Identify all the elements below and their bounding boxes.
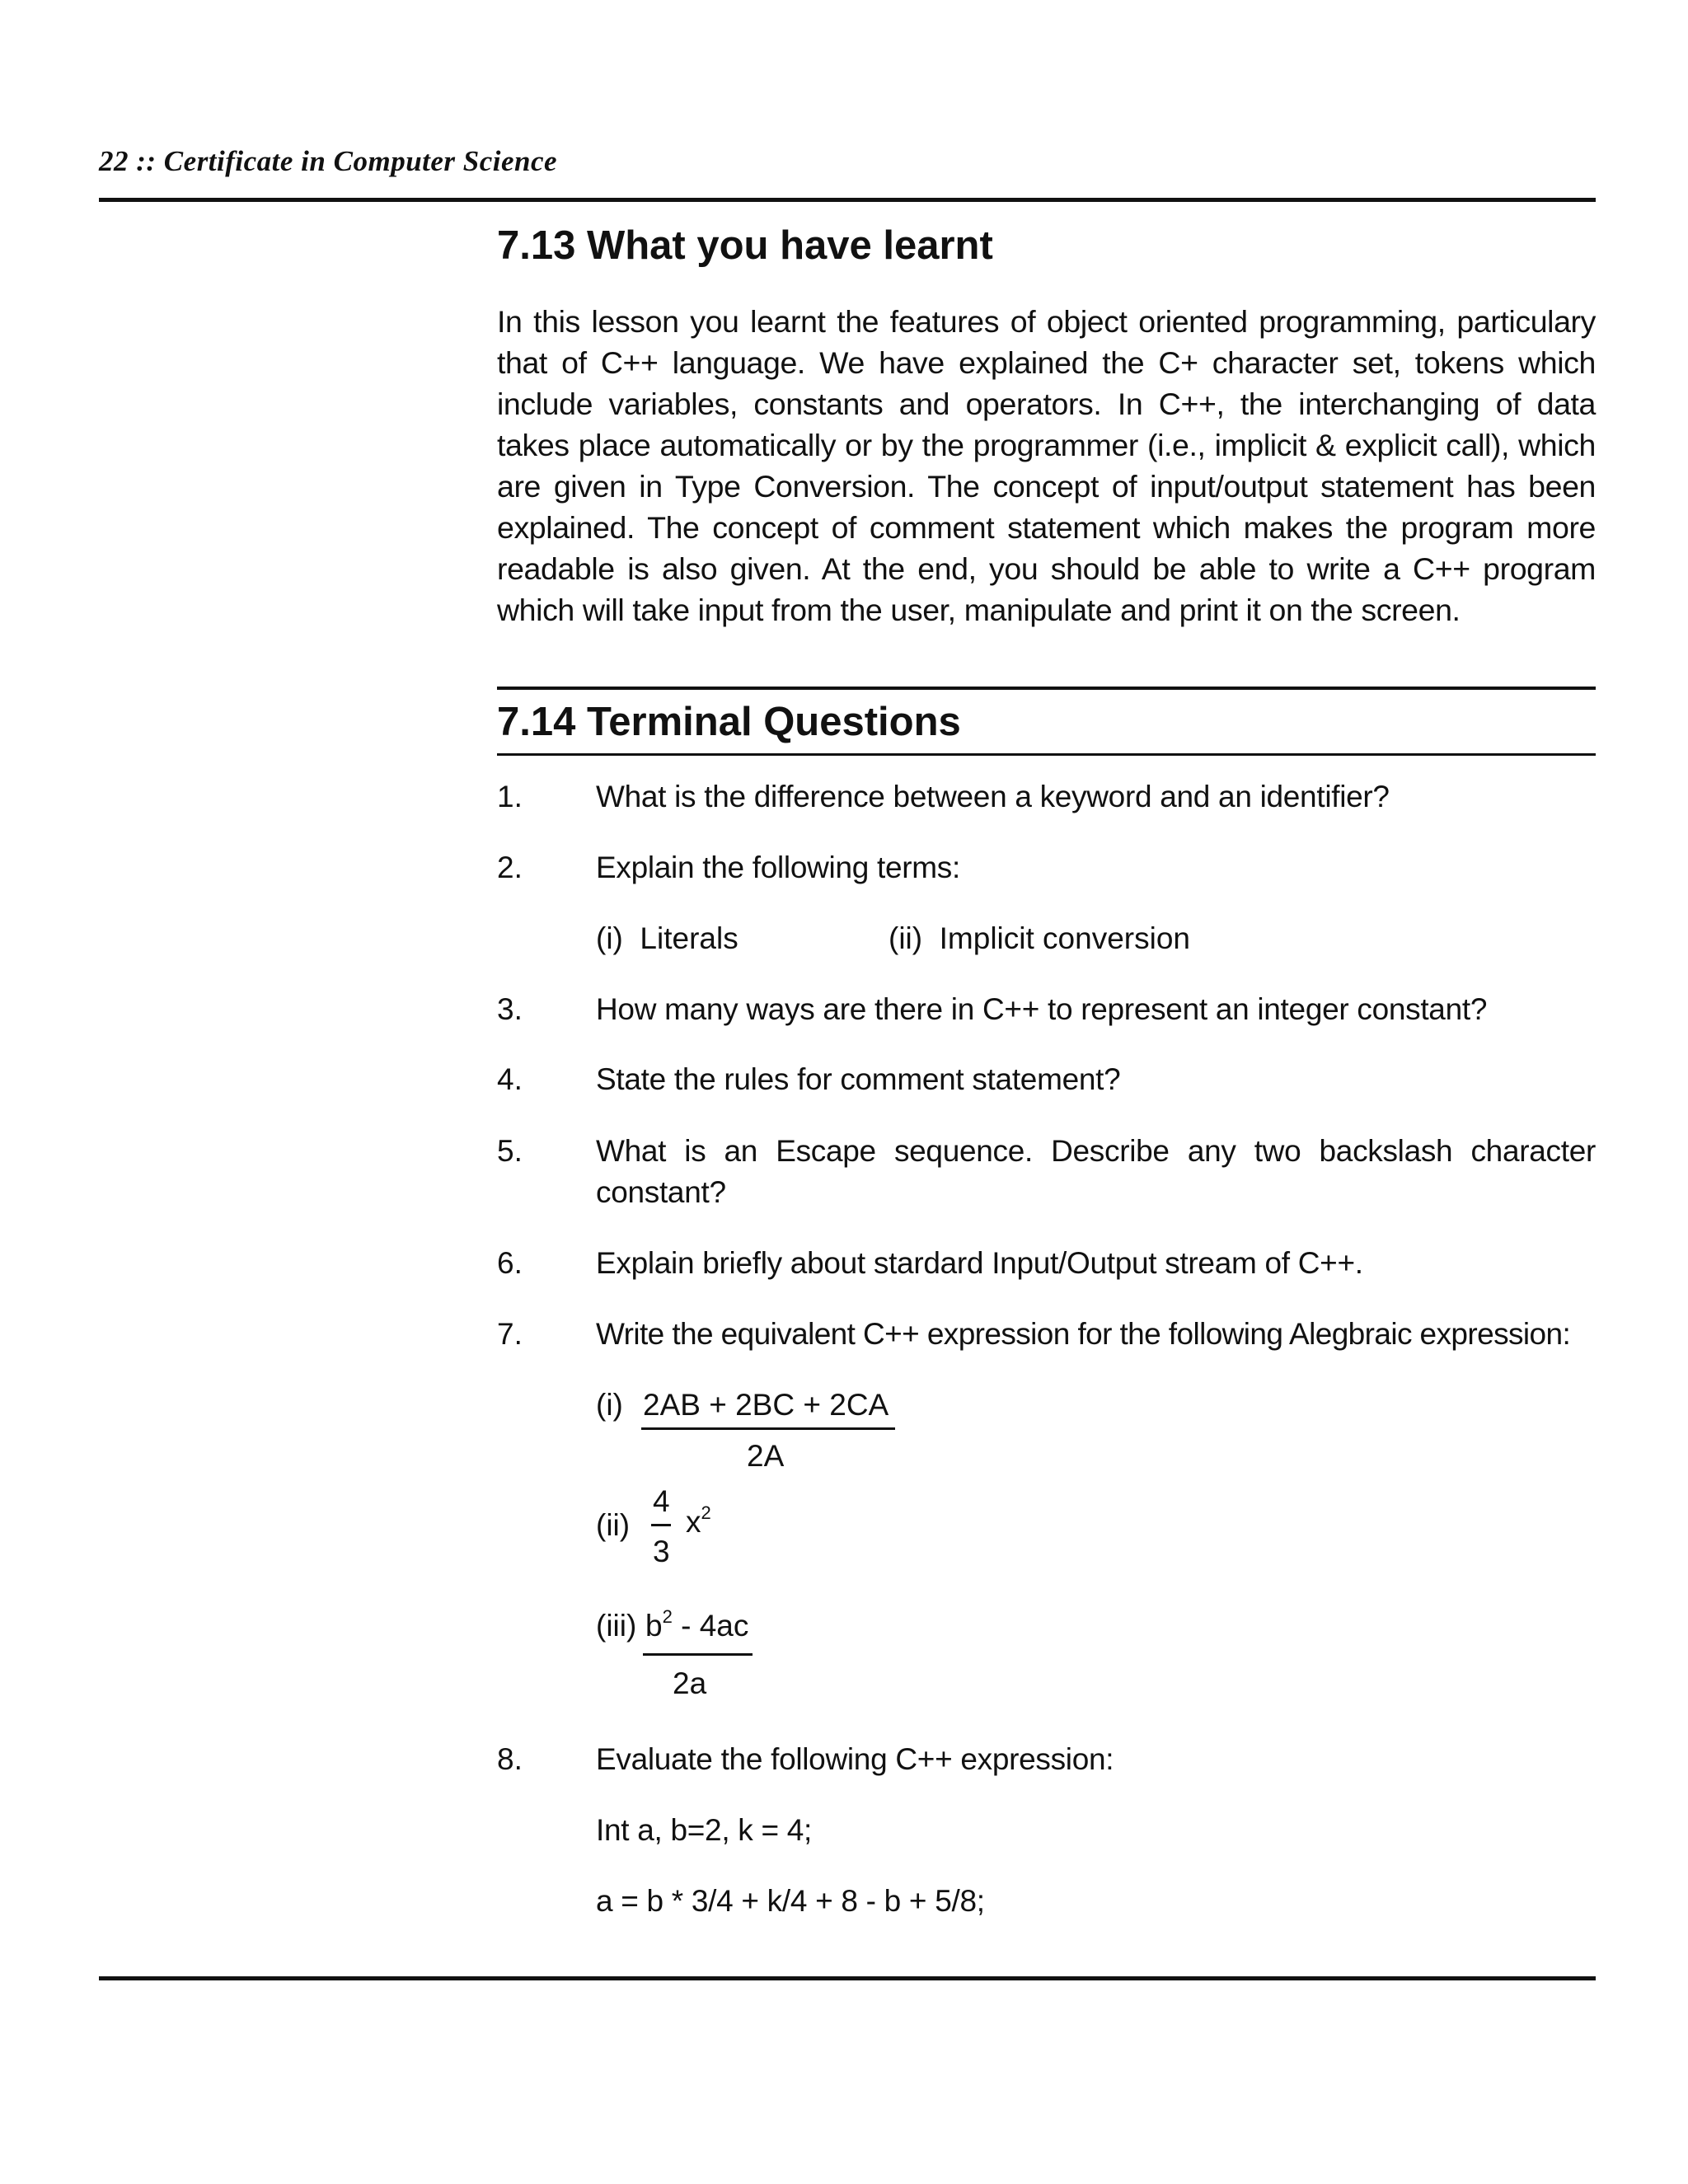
expr-ii-label: (ii) [596,1508,631,1542]
question-text-6: Explain briefly about stardard Input/Output stream of C++. [596,1246,1363,1280]
question-text-4: State the rules for comment statement? [596,1062,1121,1096]
summary-paragraph: In this lesson you learnt the features of object oriented programming, particulary that of C++ language. We have explained the C+ character set, tokens which include variables, constants and operators. In C++, the interchanging of data takes place automatically or by the programmer (i.e., implicit & explicit call), which are given in Type Conversion. The concept of input/output statement has been explained. The concept of comment statement which makes the program more readable is also given. At the end, you should be able to write a C++ program which will take input from the user, manipulate and print it on the screen. [497,304,1596,627]
expr-iii-fraction-bar [643,1653,753,1656]
question-number-3: 3. [497,992,523,1026]
expr-ii-denominator: 3 [653,1535,670,1568]
question-number-4: 4. [497,1062,523,1096]
question-text-1: What is the difference between a keyword and an identifier? [596,780,1390,813]
expr-ii-exponent: 2 [701,1502,711,1523]
question-text-8: Evaluate the following C++ expression: [596,1742,1114,1776]
expr-iii-label: (iii) [596,1609,637,1643]
question-text-5: What is an Escape sequence. Describe any two backslash character constant? [596,1134,1596,1209]
expr-i-denominator: 2A [747,1439,785,1473]
term-implicit-conversion: (ii) Implicit conversion [889,921,1190,955]
question-text-3: How many ways are there in C++ to represent an integer constant? [596,992,1488,1026]
question-number-7: 7. [497,1317,523,1351]
expr-i-label: (i) [596,1388,623,1422]
running-header: 22 :: Certificate in Computer Science [99,145,558,177]
expr-ii-variable [686,1502,711,1543]
header-rule [99,198,1596,202]
expr-iii-base: b [645,1609,663,1643]
section-heading-questions: 7.14 Terminal Questions [497,700,961,744]
code-line-2: a = b * 3/4 + k/4 + 8 - b + 5/8; [596,1884,985,1918]
expr-iii-exponent: 2 [662,1606,673,1627]
expr-ii-numerator: 4 [653,1484,670,1518]
question-number-2: 2. [497,851,523,884]
expr-iii-rest: - 4ac [672,1609,749,1643]
footer-rule [99,1976,1596,1980]
expr-i-numerator: 2AB + 2BC + 2CA [643,1388,889,1422]
question-text-7: Write the equivalent C++ expression for the following Alegbraic expression: [596,1317,1571,1351]
question-number-1: 1. [497,780,523,813]
expr-ii-var: x [686,1505,701,1539]
expr-iii-denominator: 2a [673,1666,707,1700]
expr-ii-fraction-bar [651,1524,671,1526]
expr-i-fraction-bar [641,1427,895,1430]
section-rule-bottom [497,753,1596,756]
term-literals: (i) Literals [596,921,738,955]
code-line-1: Int a, b=2, k = 4; [596,1813,813,1847]
question-text-2: Explain the following terms: [596,851,960,884]
question-number-8: 8. [497,1742,523,1776]
question-number-5: 5. [497,1134,523,1168]
section-heading-learnt: 7.13 What you have learnt [497,223,993,268]
question-number-6: 6. [497,1246,523,1280]
expr-iii-numerator [645,1605,748,1647]
section-rule-top [497,687,1596,690]
